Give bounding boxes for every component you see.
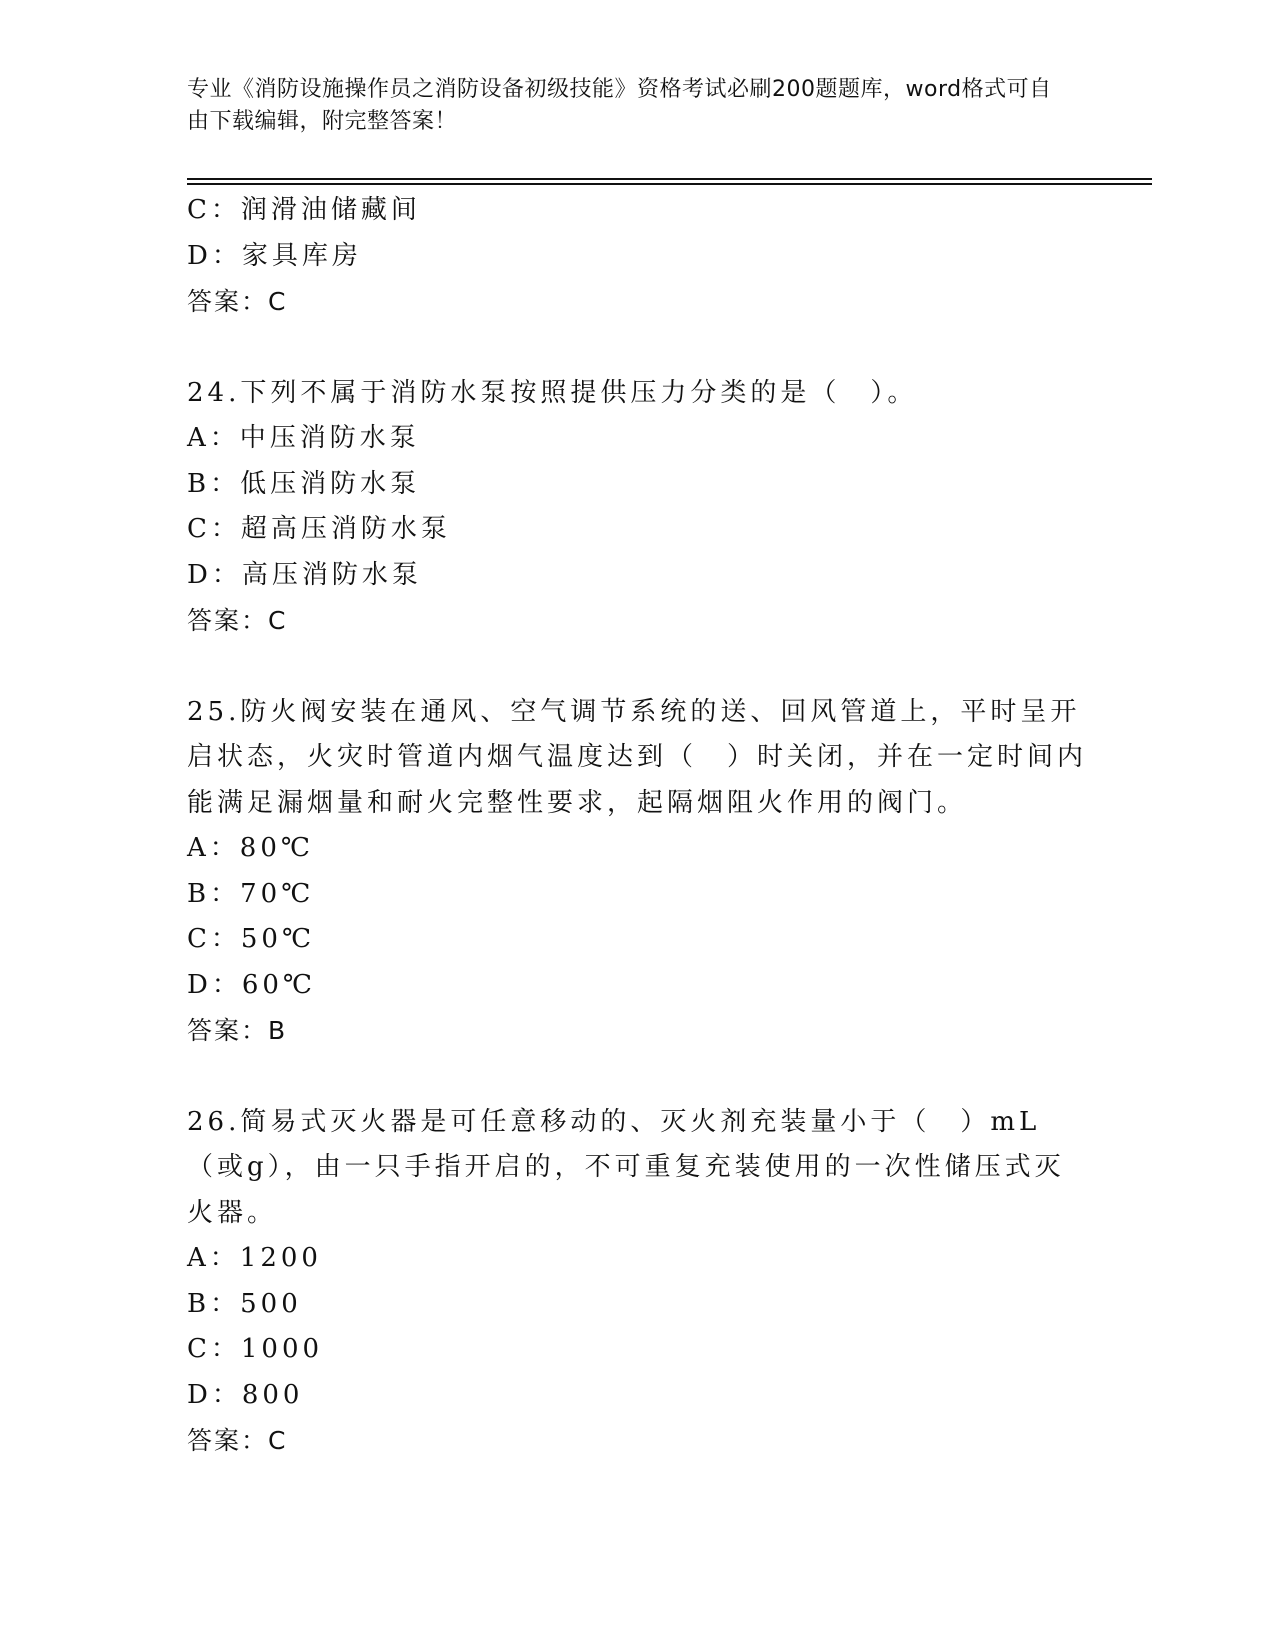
previous-question-tail (187, 188, 1087, 325)
question-24 (187, 371, 1087, 644)
question-25 (187, 690, 1087, 1054)
option-a: A：中压消防水泵 (187, 423, 420, 453)
question-gap (187, 644, 1087, 690)
option-a: A：1200 (187, 1243, 322, 1273)
document-header: 专业《消防设施操作员之消防设备初级技能》资格考试必刷200题题库，word格式可自由下载编辑，附完整答案！ (187, 77, 1052, 134)
option-d: D：家具库房 (187, 240, 362, 271)
option-c: C：1000 (187, 1334, 324, 1364)
option-d: D：高压消防水泵 (187, 559, 422, 590)
question-stem: 26.简易式灭火器是可任意移动的、灭火剂充装量小于（ ）mL（或g），由一只手指开启的，不可重复充装使用的一次性储压式灭火器。 (187, 1106, 1065, 1228)
question-gap (187, 1054, 1087, 1100)
option-c: C：50℃ (187, 924, 316, 954)
question-stem: 25.防火阀安装在通风、空气调节系统的送、回风管道上，平时呈开启状态，火灾时管道内烟气温度达到（ ）时关闭，并在一定时间内能满足漏烟量和耐火完整性要求，起隔烟阻火作用的阀门。 (187, 696, 1088, 818)
answer-text: 答案：C (187, 1426, 288, 1455)
answer-text: 答案：C (187, 606, 288, 635)
option-c: C：超高压消防水泵 (187, 514, 451, 544)
answer-text: 答案：C (187, 287, 288, 316)
option-a: A：80℃ (187, 833, 314, 863)
header-rule-top (187, 178, 1152, 180)
question-gap (187, 325, 1087, 371)
answer-text: 答案：B (187, 1016, 288, 1045)
option-d: D：60℃ (187, 969, 317, 1000)
question-stem: 24.下列不属于消防水泵按照提供压力分类的是（ ）。 (187, 377, 918, 408)
question-list (187, 188, 1087, 1464)
option-d: D：800 (187, 1379, 304, 1410)
option-b: B：低压消防水泵 (187, 468, 421, 499)
header-rule-bottom (187, 183, 1152, 185)
option-c: C：润滑油储藏间 (187, 195, 421, 225)
option-b: B：500 (187, 1288, 302, 1319)
question-26 (187, 1100, 1087, 1464)
option-b: B：70℃ (187, 878, 315, 909)
